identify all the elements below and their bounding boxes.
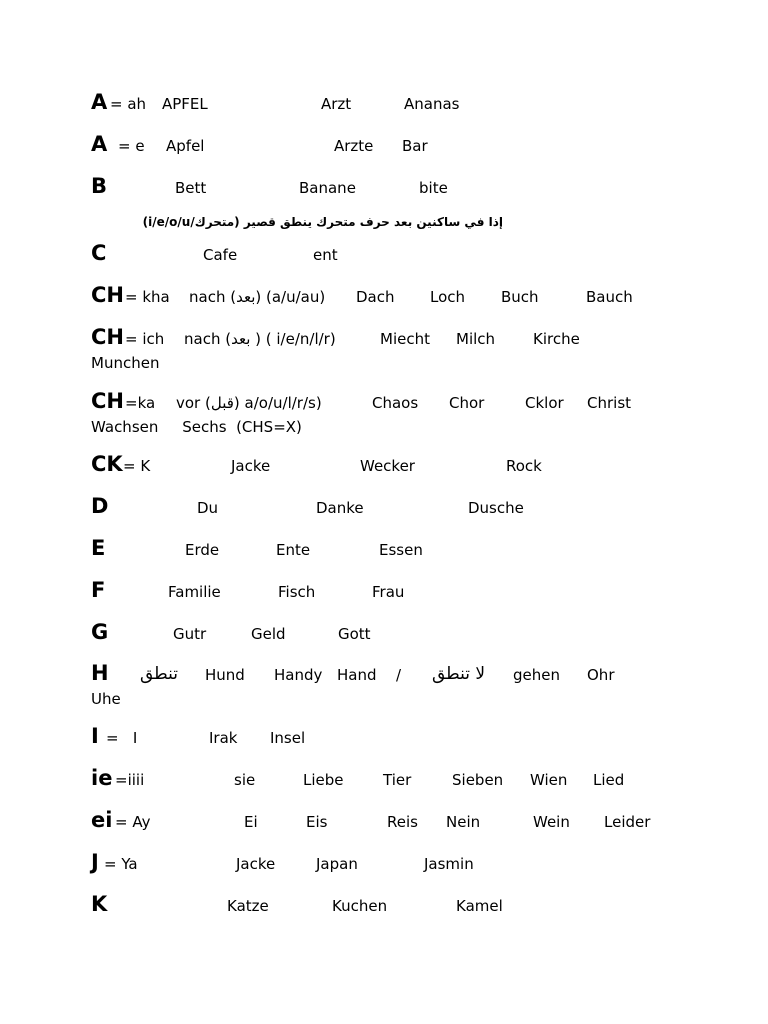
example-word: sie [234, 771, 256, 789]
example-word: Insel [270, 729, 306, 747]
example-word: Essen [379, 541, 423, 559]
example-word: Gott [338, 625, 371, 643]
example-word: Kuchen [332, 897, 388, 915]
example-word: Wecker [360, 457, 415, 475]
example-word: Bar [402, 137, 428, 155]
example-word: Jasmin [424, 855, 474, 873]
row-b [0, 174, 768, 202]
letter-heading: H [91, 661, 109, 685]
arabic-pronounced: تنطق [140, 664, 178, 684]
row-ie [0, 766, 768, 794]
example-word: Cklor [525, 394, 564, 412]
row-ei [0, 808, 768, 836]
row-g [0, 620, 768, 648]
example-word: Ei [244, 813, 258, 831]
example-word: Arzte [334, 137, 374, 155]
letter-heading: B [91, 174, 108, 198]
example-word: Sieben [452, 771, 504, 789]
example-word: Du [197, 499, 219, 517]
example-word: Tier [383, 771, 412, 789]
slash-separator: / [396, 666, 402, 684]
example-word: Cafe [203, 246, 238, 264]
example-word: APFEL [162, 95, 208, 113]
row-ch-kha [0, 283, 768, 311]
example-word: Rock [506, 457, 542, 475]
example-word: Leider [604, 813, 651, 831]
letter-heading: ei [91, 808, 113, 832]
example-word: Hand [337, 666, 377, 684]
row-ch-ich-continuation [0, 349, 768, 377]
row-f [0, 578, 768, 606]
example-word: Frau [372, 583, 405, 601]
example-word: Uhe [91, 690, 121, 708]
example-word: Jacke [236, 855, 276, 873]
letter-heading: C [91, 241, 107, 265]
condition-text: vor (قبل) a/o/u/l/r/s) [176, 394, 322, 412]
letter-heading: J [91, 850, 99, 874]
row-i [0, 724, 768, 752]
letter-heading: CH [91, 325, 124, 349]
letter-heading: CK [91, 452, 123, 476]
example-word: Apfel [166, 137, 205, 155]
example-word: Kirche [533, 330, 580, 348]
pronunciation-rule: = Ya [104, 855, 138, 873]
example-word: Eis [306, 813, 328, 831]
example-word: Danke [316, 499, 364, 517]
letter-heading: A [91, 90, 108, 114]
example-word: Hund [205, 666, 245, 684]
letter-heading: G [91, 620, 109, 644]
example-word: Erde [185, 541, 220, 559]
letter-heading: I [91, 724, 99, 748]
row-arabic-note [0, 206, 768, 234]
example-word: Munchen [91, 354, 160, 372]
letter-heading: ie [91, 766, 113, 790]
row-d [0, 494, 768, 522]
example-word: Dach [356, 288, 395, 306]
example-word: Japan [316, 855, 358, 873]
row-ch-ka-continuation [0, 413, 768, 441]
example-word: Liebe [303, 771, 344, 789]
example-word: Geld [251, 625, 286, 643]
example-word: Nein [446, 813, 481, 831]
pronunciation-rule: = Ay [115, 813, 151, 831]
example-words-line: Wachsen Sechs (CHS=X) [91, 418, 302, 436]
row-h-continuation [0, 685, 768, 713]
pronunciation-rule: = e [118, 137, 145, 155]
example-word: Irak [209, 729, 238, 747]
example-word: ent [313, 246, 338, 264]
letter-heading: K [91, 892, 108, 916]
pronunciation-rule: =iiii [115, 771, 145, 789]
example-word: Miecht [380, 330, 430, 348]
example-word: Fisch [278, 583, 316, 601]
example-word: Reis [387, 813, 418, 831]
example-word: Dusche [468, 499, 524, 517]
example-word: Christ [587, 394, 632, 412]
arabic-note: إذا في ساكنين بعد حرف متحرك ينطق قصير (متحرك/i/e/o/u) [142, 215, 503, 229]
example-word: Chaos [372, 394, 419, 412]
example-word: Familie [168, 583, 221, 601]
example-word: Chor [449, 394, 485, 412]
example-word: Milch [456, 330, 496, 348]
row-c [0, 241, 768, 269]
row-a-e [0, 132, 768, 160]
example-word: Banane [299, 179, 356, 197]
example-word: Loch [430, 288, 466, 306]
letter-heading: CH [91, 283, 124, 307]
row-a-ah [0, 90, 768, 118]
pronunciation-rule: = ich [125, 330, 165, 348]
example-word: Wien [530, 771, 568, 789]
example-word: Katze [227, 897, 269, 915]
pronunciation-rule: = kha [125, 288, 170, 306]
arabic-silent: لا تنطق [432, 664, 486, 684]
letter-heading: F [91, 578, 106, 602]
example-word: Arzt [321, 95, 352, 113]
example-word: Ente [276, 541, 311, 559]
example-word: Kamel [456, 897, 503, 915]
row-k [0, 892, 768, 920]
pronunciation-rule: = K [123, 457, 151, 475]
letter-heading: E [91, 536, 106, 560]
example-word: Ohr [587, 666, 615, 684]
pronunciation-rule: = ah [110, 95, 147, 113]
letter-heading: D [91, 494, 109, 518]
example-word: Lied [593, 771, 625, 789]
letter-heading: A [91, 132, 108, 156]
pronunciation-rule: = I [106, 729, 138, 747]
example-word: bite [419, 179, 448, 197]
example-word: Handy [274, 666, 323, 684]
example-word: Buch [501, 288, 539, 306]
row-ck [0, 452, 768, 480]
example-word: Jacke [231, 457, 271, 475]
condition-text: nach (بعد ) ( i/e/n/l/r) [184, 330, 336, 348]
pronunciation-rule: =ka [125, 394, 156, 412]
example-word: Wein [533, 813, 570, 831]
row-e [0, 536, 768, 564]
condition-text: nach (بعد) (a/u/au) [189, 288, 326, 306]
row-j [0, 850, 768, 878]
letter-heading: CH [91, 389, 124, 413]
example-word: Gutr [173, 625, 207, 643]
example-word: Bauch [586, 288, 633, 306]
example-word: gehen [513, 666, 560, 684]
example-word: Ananas [404, 95, 460, 113]
example-word: Bett [175, 179, 207, 197]
